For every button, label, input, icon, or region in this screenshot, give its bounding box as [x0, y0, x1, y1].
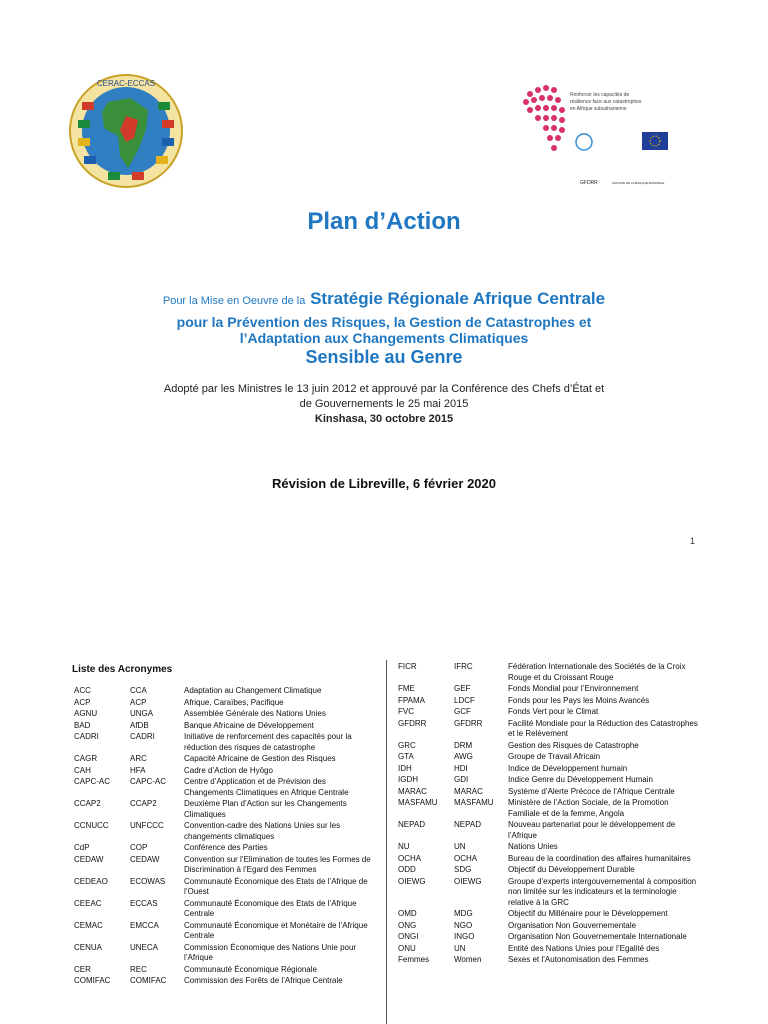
- acronym-row: [398, 719, 698, 740]
- acronym-row: [398, 798, 698, 819]
- acronym-en: MDG: [454, 909, 473, 918]
- acronym-definition: Nouveau partenariat pour le développement de l’Afrique: [508, 820, 676, 840]
- acronym-en: UNFCCC: [130, 821, 164, 830]
- gfdrr-logo-text: GFDRR: [580, 180, 598, 186]
- acronym-en: UNGA: [130, 709, 154, 718]
- acronym-en: SDG: [454, 865, 472, 874]
- acronym-fr: CAPC-AC: [74, 777, 111, 786]
- acronym-fr: CEDAW: [74, 854, 104, 864]
- acronym-definition: Communauté Économique des Etats de l’Afrique de l’Ouest: [184, 876, 368, 896]
- acronym-definition: Communauté Économique des Etats de l’Afrique Centrale: [184, 898, 357, 918]
- acronym-en: Women: [454, 955, 482, 964]
- acronym-en: UNECA: [130, 942, 159, 952]
- world-bank-logo-text: GROUPE DE LA BANQUE MONDIALE: [612, 181, 665, 185]
- acronyms-title: Liste des Acronymes: [72, 664, 173, 675]
- acronym-fr: CER: [74, 964, 91, 974]
- acronym-en: CAPC-AC: [130, 777, 167, 786]
- acronym-row: [398, 877, 698, 909]
- acronym-row: [398, 752, 698, 763]
- acronym-en: CADRI: [130, 732, 155, 741]
- acronym-row: [74, 732, 374, 753]
- acronym-row: [398, 775, 698, 786]
- acronym-definition: Banque Africaine de Développement: [184, 720, 314, 730]
- acronym-en: OCHA: [454, 853, 478, 863]
- acronym-definition: Sexes et l’Autonomisation des Femmes: [508, 955, 649, 964]
- acronym-definition: Initiative de renforcement des capacités pour la réduction des risques de catastrophe: [184, 732, 352, 752]
- acronym-definition: Deuxième Plan d’Action sur les Changements Climatiques: [184, 799, 347, 819]
- acronym-definition: Commission Économique des Nations Unie pour l’Afrique: [184, 942, 357, 962]
- acronym-fr: NU: [398, 842, 410, 851]
- acronym-en: IFRC: [454, 662, 473, 671]
- acronym-definition: Fédération Internationale des Sociétés de la Croix Rouge et du Croissant Rouge: [508, 662, 686, 682]
- acronym-definition: Assemblée Générale des Nations Unies: [184, 709, 326, 718]
- acronym-en: OIEWG: [454, 876, 482, 886]
- adoption-line-2: de Gouvernements le 25 mai 2015: [299, 398, 469, 410]
- acronym-fr: FPAMA: [398, 695, 425, 705]
- document-title: Plan d’Action: [307, 208, 461, 235]
- acronym-row: [398, 842, 698, 853]
- partners-logo: [510, 74, 686, 192]
- acronym-en: UN: [454, 842, 466, 851]
- acronym-row: [74, 709, 374, 720]
- partner-tagline-2: résilience face aux catastrophes: [570, 99, 642, 105]
- subtitle-large: Stratégie Régionale Afrique Centrale: [310, 289, 606, 308]
- acronym-definition: Entité des Nations Unies pour l’Egalité des: [508, 943, 660, 953]
- acronym-fr: GFDRR: [398, 718, 427, 728]
- acronym-definition: Convention sur l’Elimination de toutes les Formes de Discrimination à l’Egard des Femmes: [184, 854, 371, 874]
- acronym-row: [74, 686, 374, 697]
- acronym-definition: Communauté Économique Régionale: [184, 964, 317, 974]
- acronym-row: [398, 696, 698, 707]
- acronym-definition: Bureau de la coordination des affaires humanitaires: [508, 853, 691, 863]
- acronym-fr: MASFAMU: [398, 798, 438, 807]
- acronym-fr: ODD: [398, 865, 416, 874]
- acronym-fr: ACC: [74, 686, 91, 695]
- acronym-en: COP: [130, 843, 148, 852]
- column-divider: [386, 660, 387, 1024]
- acronym-definition: Ministère de l’Action Sociale, de la Promotion Familiale et de la femme, Angola: [508, 798, 669, 818]
- acronym-fr: OCHA: [398, 853, 422, 863]
- acronym-fr: ACP: [74, 697, 91, 707]
- adoption-statement: [0, 382, 768, 427]
- revision-note: Révision de Libreville, 6 février 2020: [271, 476, 496, 491]
- acronym-row: [398, 707, 698, 718]
- acronym-definition: Conférence des Parties: [184, 843, 268, 852]
- acronym-fr: CENUA: [74, 942, 103, 952]
- acronym-definition: Capacité Africaine de Gestion des Risques: [184, 754, 336, 763]
- acronym-definition: Gestion des Risques de Catastrophe: [508, 740, 639, 750]
- acronym-row: [74, 799, 374, 820]
- adoption-line-1: Adopté par les Ministres le 13 juin 2012 et approuvé par la Conférence des Chefs d’État et: [163, 383, 605, 395]
- acronym-row: [398, 854, 698, 865]
- acronym-row: [74, 821, 374, 842]
- acronym-definition: Nations Unies: [508, 842, 558, 851]
- acronym-fr: ONG: [398, 920, 417, 930]
- acronym-definition: Commission des Forêts de l’Afrique Centrale: [184, 976, 343, 985]
- acronym-en: ARC: [130, 754, 147, 763]
- subtitle-line-3: l’Adaptation aux Changements Climatiques: [239, 330, 529, 346]
- acronym-row: [398, 741, 698, 752]
- acronym-fr: CAH: [74, 765, 91, 775]
- page-number: 1: [690, 536, 696, 546]
- acronym-definition: Indice de Développement humain: [508, 763, 628, 773]
- acronyms-right-column: [398, 662, 698, 967]
- acronym-definition: Fonds Vert pour le Climat: [508, 707, 599, 716]
- acronym-definition: Fonds Mondial pour l’Environnement: [508, 684, 639, 693]
- acronym-row: [74, 754, 374, 765]
- acronym-row: [398, 684, 698, 695]
- acronym-row: [74, 777, 374, 798]
- acronym-fr: CdP: [74, 843, 90, 852]
- acronym-en: GDI: [454, 775, 469, 784]
- acronym-definition: Fonds pour les Pays les Moins Avancés: [508, 695, 650, 705]
- acronym-en: HDI: [454, 763, 468, 773]
- acronym-row: [74, 698, 374, 709]
- subtitle-line-1: [0, 289, 768, 309]
- acronym-definition: Afrique, Caraïbes, Pacifique: [184, 697, 284, 707]
- acronym-fr: CEMAC: [74, 920, 103, 930]
- acronym-definition: Organisation Non Gouvernementale: [508, 920, 637, 930]
- acronym-fr: Femmes: [398, 955, 430, 964]
- acronym-en: MASFAMU: [454, 798, 494, 807]
- acronym-fr: CCAP2: [74, 799, 101, 808]
- acronym-row: [74, 976, 374, 987]
- acronym-en: ACP: [130, 697, 147, 707]
- acronym-row: [74, 877, 374, 898]
- acronym-en: UN: [454, 943, 466, 953]
- acronym-en: LDCF: [454, 695, 475, 705]
- acronym-en: CCA: [130, 686, 147, 695]
- acronym-row: [398, 820, 698, 841]
- acronym-fr: CADRI: [74, 732, 99, 741]
- acronym-row: [398, 787, 698, 798]
- acronym-fr: CEDEAO: [74, 876, 108, 886]
- partner-tagline-1: Renforcer les capacités de: [570, 92, 630, 98]
- acronym-row: [398, 955, 698, 966]
- subtitle-line-2: pour la Prévention des Risques, la Gestion de Catastrophes et: [176, 314, 592, 330]
- acronym-row: [74, 843, 374, 854]
- acronym-definition: Cadre d’Action de Hyōgo: [184, 765, 273, 775]
- acronym-row: [398, 921, 698, 932]
- acronym-en: REC: [130, 964, 147, 974]
- acronym-row: [74, 943, 374, 964]
- acronym-fr: GTA: [398, 752, 414, 761]
- acronym-fr: GRC: [398, 740, 416, 750]
- ceeac-emblem-logo: [68, 72, 184, 190]
- acronym-definition: Groupe de Travail Africain: [508, 752, 601, 761]
- acronym-definition: Centre d’Application et de Prévision des Changements Climatiques en Afrique Centrale: [184, 777, 349, 797]
- acronym-definition: Système d’Alerte Précoce de l’Afrique Centrale: [508, 786, 675, 796]
- acronym-fr: FICR: [398, 662, 417, 671]
- acronym-definition: Facilité Mondiale pour la Réduction des Catastrophes et le Relèvement: [508, 718, 698, 738]
- subtitle-line-4: Sensible au Genre: [305, 347, 463, 367]
- acronym-definition: Organisation Non Gouvernementale Internationale: [508, 932, 687, 941]
- acronym-fr: MARAC: [398, 786, 427, 796]
- acronym-fr: CCNUCC: [74, 821, 109, 830]
- acronym-en: AfDB: [130, 720, 149, 730]
- acronym-definition: Objectif du Millénaire pour le Développement: [508, 909, 668, 918]
- acronym-definition: Communauté Économique et Monétaire de l’Afrique Centrale: [184, 920, 368, 940]
- acronym-en: EMCCA: [130, 920, 159, 930]
- acronym-en: CCAP2: [130, 799, 157, 808]
- acronym-row: [398, 764, 698, 775]
- acronym-row: [398, 932, 698, 943]
- acronym-fr: COMIFAC: [74, 976, 111, 985]
- partner-tagline-3: en Afrique subsaharienne: [570, 106, 627, 112]
- acronym-en: COMIFAC: [130, 976, 167, 985]
- acronym-en: INGO: [454, 932, 475, 941]
- acronym-row: [74, 899, 374, 920]
- acronym-en: NGO: [454, 920, 473, 930]
- acronym-fr: NEPAD: [398, 820, 425, 829]
- acronym-row: [398, 944, 698, 955]
- acronym-fr: IGDH: [398, 775, 418, 784]
- acronym-row: [398, 909, 698, 920]
- acronym-en: HFA: [130, 765, 146, 775]
- acronym-fr: FVC: [398, 707, 414, 716]
- acronym-row: [74, 855, 374, 876]
- acronym-fr: CEEAC: [74, 898, 102, 908]
- acronym-en: GFDRR: [454, 718, 483, 728]
- acronym-fr: FME: [398, 684, 415, 693]
- acronym-row: [74, 921, 374, 942]
- acronym-fr: OIEWG: [398, 876, 426, 886]
- acronym-en: GEF: [454, 684, 471, 693]
- acronym-en: AWG: [454, 752, 473, 761]
- acronym-en: ECOWAS: [130, 876, 166, 886]
- acronym-row: [398, 865, 698, 876]
- acronym-definition: Objectif du Développement Durable: [508, 865, 635, 874]
- acronym-en: NEPAD: [454, 820, 481, 829]
- acronym-definition: Groupe d’experts intergouvernemental à composition non limitée sur les indicateurs et la terminologie relative à la GRC: [508, 876, 697, 907]
- acronym-en: ECCAS: [130, 898, 158, 908]
- acronym-fr: IDH: [398, 763, 412, 773]
- emblem-text: CERAC-ECCAS: [96, 79, 156, 88]
- acronym-en: MARAC: [454, 786, 483, 796]
- acronyms-left-column: [74, 686, 374, 988]
- acronym-en: CEDAW: [130, 854, 160, 864]
- acronym-fr: CAGR: [74, 754, 98, 763]
- acronym-en: DRM: [454, 740, 473, 750]
- acronym-fr: BAD: [74, 720, 91, 730]
- acronym-fr: OMD: [398, 909, 417, 918]
- acronym-definition: Adaptation au Changement Climatique: [184, 686, 322, 695]
- acronym-fr: ONGI: [398, 932, 419, 941]
- acronym-definition: Indice Genre du Développement Humain: [508, 775, 653, 784]
- kinshasa-date: Kinshasa, 30 octobre 2015: [314, 413, 454, 425]
- acronym-row: [398, 662, 698, 683]
- acronym-en: GCF: [454, 707, 471, 716]
- acronym-definition: Convention-cadre des Nations Unies sur les changements climatiques: [184, 821, 341, 841]
- subtitle-small: Pour la Mise en Oeuvre de la: [162, 295, 306, 307]
- acronym-fr: AGNU: [74, 709, 98, 718]
- acronym-row: [74, 766, 374, 777]
- acronym-fr: ONU: [398, 943, 416, 953]
- acronym-row: [74, 965, 374, 976]
- acronym-row: [74, 721, 374, 732]
